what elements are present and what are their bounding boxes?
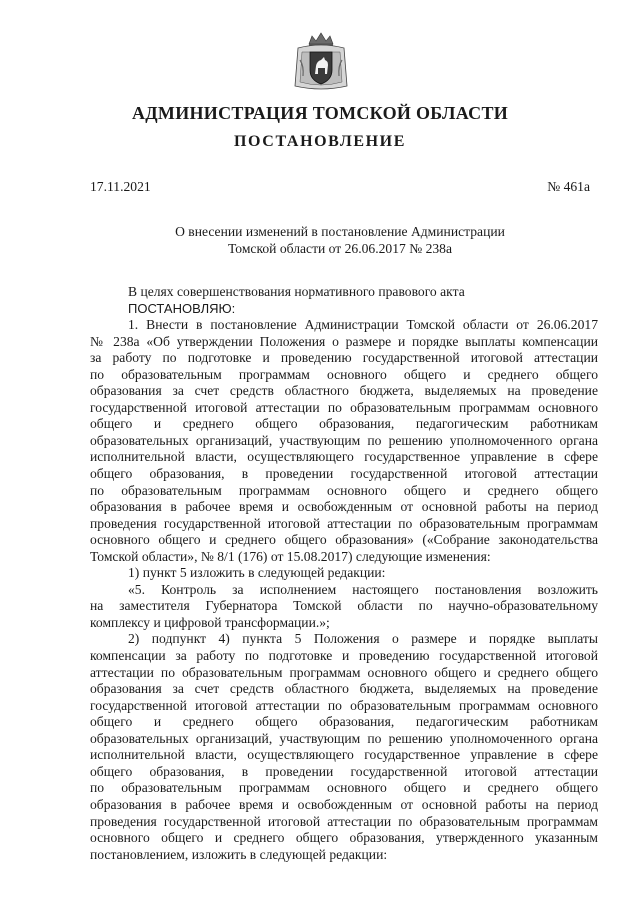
body-line: образования за счет средств областного бюджета, выделяемых на проведение xyxy=(90,681,598,697)
body-line: В целях совершенствования нормативного правового акта xyxy=(128,284,465,299)
body-line: образовательных организаций, участвующим по решению уполномоченного органа xyxy=(90,432,598,448)
body-line: государственной итоговой аттестации по образовательным программам основного xyxy=(90,697,598,713)
document-body xyxy=(90,284,598,863)
body-line: комплексу и цифровой трансформации.»; xyxy=(90,614,330,630)
resolve-heading: ПОСТАНОВЛЯЮ: xyxy=(128,300,236,316)
body-line: основного общего и среднего общего образования» («Собрание законодательства xyxy=(90,532,598,548)
body-line: проведения государственной итоговой аттестации по образовательным программам xyxy=(90,813,598,829)
body-line: 1. Внести в постановление Администрации Томской области от 26.06.2017 xyxy=(128,317,598,333)
body-line: образования в рабочее время и освобожденным от основной работы на период xyxy=(90,499,598,515)
body-line: за работу по подготовке и проведению государственной итоговой аттестации xyxy=(90,350,598,366)
body-line: Томской области», № 8/1 (176) от 15.08.2017) следующие изменения: xyxy=(90,548,491,564)
subject-line: О внесении изменений в постановление Администрации xyxy=(175,224,505,239)
document-type: ПОСТАНОВЛЕНИЕ xyxy=(234,133,406,150)
document-date: 17.11.2021 xyxy=(90,179,151,194)
organization-title: АДМИНИСТРАЦИЯ ТОМСКОЙ ОБЛАСТИ xyxy=(131,103,509,123)
body-line: компенсации за работу по подготовке и проведению государственной итоговой xyxy=(90,648,598,664)
body-line: 2) подпункт 4) пункта 5 Положения о размере и порядке выплаты xyxy=(128,631,598,647)
body-line: государственной итоговой аттестации по образовательным программам основного xyxy=(90,399,598,415)
body-line: постановлением, изложить в следующей редакции: xyxy=(90,846,388,862)
body-line: № 238а «Об утверждении Положения о размере и порядке выплаты компенсации xyxy=(90,333,598,349)
body-line: 1) пункт 5 изложить в следующей редакции: xyxy=(128,565,386,581)
body-line: общего и среднего общего образования, педагогическим работникам xyxy=(90,714,598,730)
subject-line: Томской области от 26.06.2017 № 238а xyxy=(228,241,452,256)
body-line: основного общего и среднего общего образования, утвержденного указанным xyxy=(90,830,598,846)
body-line: общего и среднего общего образования, педагогическим работникам xyxy=(90,416,598,432)
body-line: образования за счет средств областного бюджета, выделяемых на проведение xyxy=(90,383,598,399)
body-line: по образовательным программам основного общего и среднего общего xyxy=(90,482,598,498)
body-line: «5. Контроль за исполнением настоящего постановления возложить xyxy=(128,581,598,597)
body-line: общего образования, в проведении государственной итоговой аттестации xyxy=(90,763,598,779)
body-line: исполнительной власти, осуществляющего государственное управление в сфере xyxy=(90,747,598,763)
body-line: по образовательным программам основного общего и среднего общего xyxy=(90,780,598,796)
body-line: образовательных организаций, участвующим по решению уполномоченного органа xyxy=(90,730,598,746)
document-number: № 461а xyxy=(547,179,590,194)
body-line: образования в рабочее время и освобожденным от основной работы на период xyxy=(90,796,598,812)
tomsk-coat-of-arms-icon xyxy=(292,30,350,92)
body-line: по образовательным программам основного общего и среднего общего xyxy=(90,366,598,382)
body-line: проведения государственной итоговой аттестации по образовательным программам xyxy=(90,515,598,531)
body-line: на заместителя Губернатора Томской области по научно-образовательному xyxy=(90,598,598,614)
body-line: исполнительной власти, осуществляющего государственное управление в сфере xyxy=(90,449,598,465)
body-line: общего образования, в проведении государственной итоговой аттестации xyxy=(90,466,598,482)
body-line: аттестации по образовательным программам основного общего и среднего общего xyxy=(90,664,598,680)
